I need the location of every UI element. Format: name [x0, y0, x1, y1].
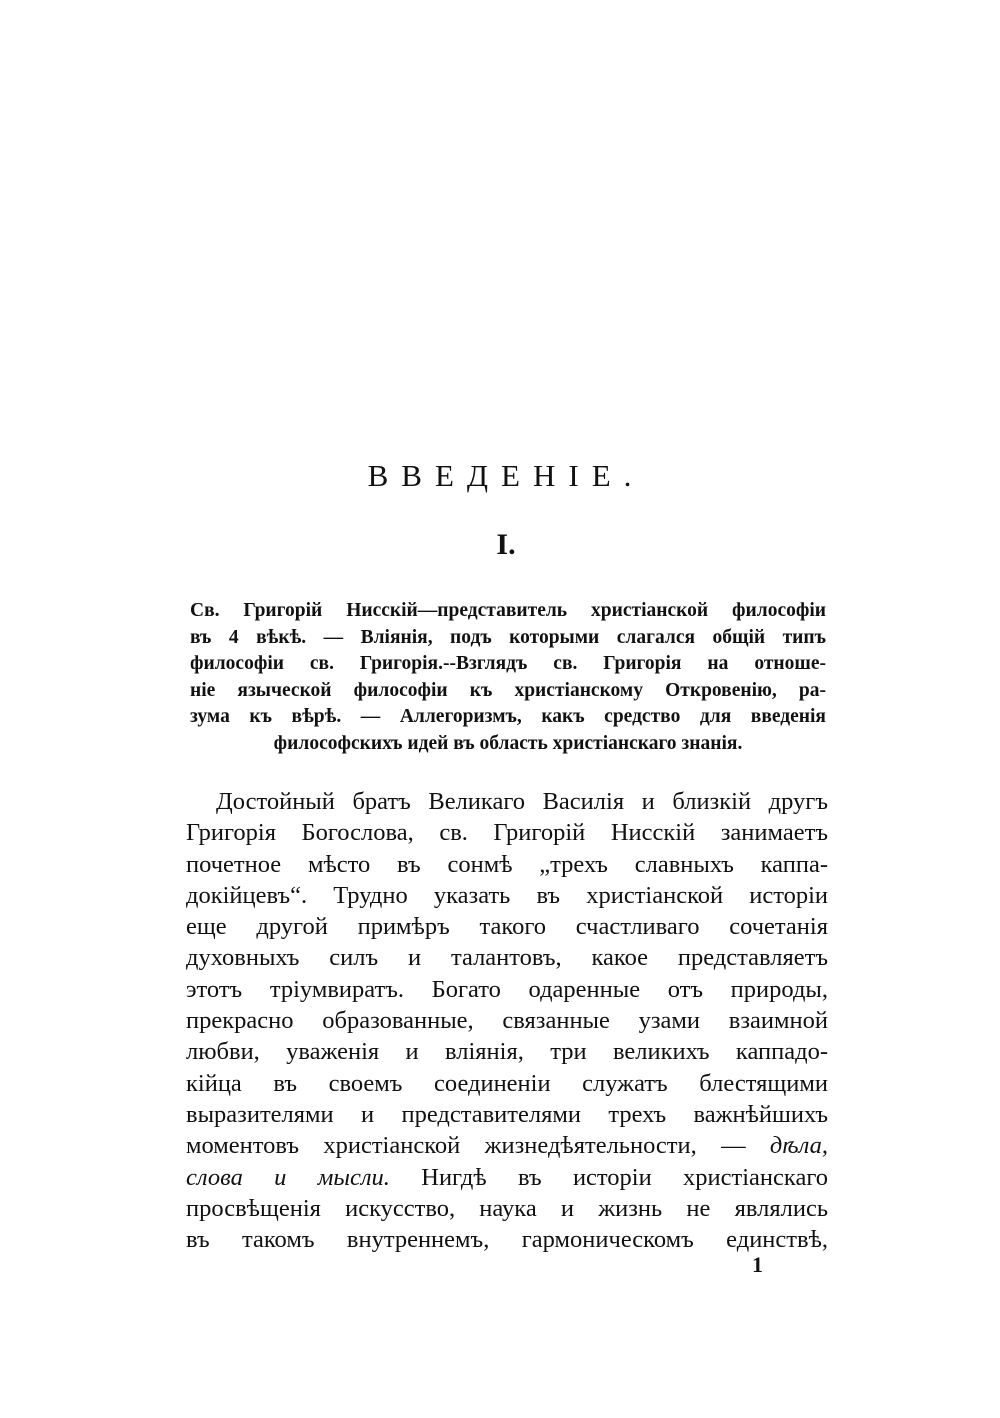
body-line: любви, уваженія и вліянія, три великихъ каппадо-	[186, 1038, 828, 1066]
body-line: Григорія Богослова, св. Григорій Нисскій занимаетъ	[186, 819, 828, 847]
body-line: этотъ тріумвиратъ. Богато одаренные отъ природы,	[186, 975, 828, 1003]
body-line: выразителями и представителями трехъ важнѣйшихъ	[186, 1100, 828, 1128]
summary-line: въ 4 вѣкѣ. — Вліянія, подъ которыми слагался общій типъ	[190, 626, 826, 648]
body-line: Достойный братъ Великаго Василія и близкій другъ	[216, 788, 828, 815]
summary-line: зума къ вѣрѣ. — Аллегоризмъ, какъ средство для введенія	[190, 706, 826, 727]
body-line	[186, 1130, 828, 1161]
chapter-summary	[190, 598, 826, 757]
body-line-text: моментовъ христіанской жизнедѣятельности, —	[186, 1132, 746, 1160]
body-line: почетное мѣсто въ сонмѣ „трехъ славныхъ каппа-	[186, 850, 828, 878]
body-paragraph	[186, 786, 828, 1255]
body-line: въ такомъ внутреннемъ, гармоническомъ единствѣ,	[186, 1226, 828, 1254]
summary-line: философскихъ идей въ область христіанскаго знанія.	[273, 732, 743, 754]
summary-line: Св. Григорій Нисскій—представитель христіанской философіи	[190, 600, 826, 621]
section-number: I.	[496, 528, 516, 561]
page-number: 1	[752, 1252, 763, 1277]
body-line-text: Нигдѣ въ исторіи христіанскаго	[421, 1163, 829, 1191]
body-line: еще другой примѣръ такого счастливаго сочетанія	[186, 913, 828, 941]
summary-line: философіи св. Григорія.--Взглядъ св. Григорія на отноше-	[190, 653, 826, 674]
body-line: просвѣщенія искусство, наука и жизнь не являлись	[186, 1194, 828, 1222]
body-line	[186, 1162, 828, 1193]
summary-line: ніе языческой философіи къ христіанскому Откровенію, ра-	[190, 679, 826, 701]
chapter-heading: ВВЕДЕНІЕ.	[367, 458, 645, 493]
body-line: прекрасно образованные, связанные узами взаимной	[186, 1007, 828, 1035]
italic-phrase: дѣла,	[769, 1132, 828, 1160]
body-line: кійца въ своемъ соединеніи служатъ блестящими	[186, 1069, 828, 1097]
italic-phrase: слова и мысли.	[186, 1163, 390, 1191]
body-line: докійцевъ“. Трудно указать въ христіанской исторіи	[186, 881, 828, 909]
body-line: духовныхъ силъ и талантовъ, какое представляетъ	[186, 944, 828, 972]
